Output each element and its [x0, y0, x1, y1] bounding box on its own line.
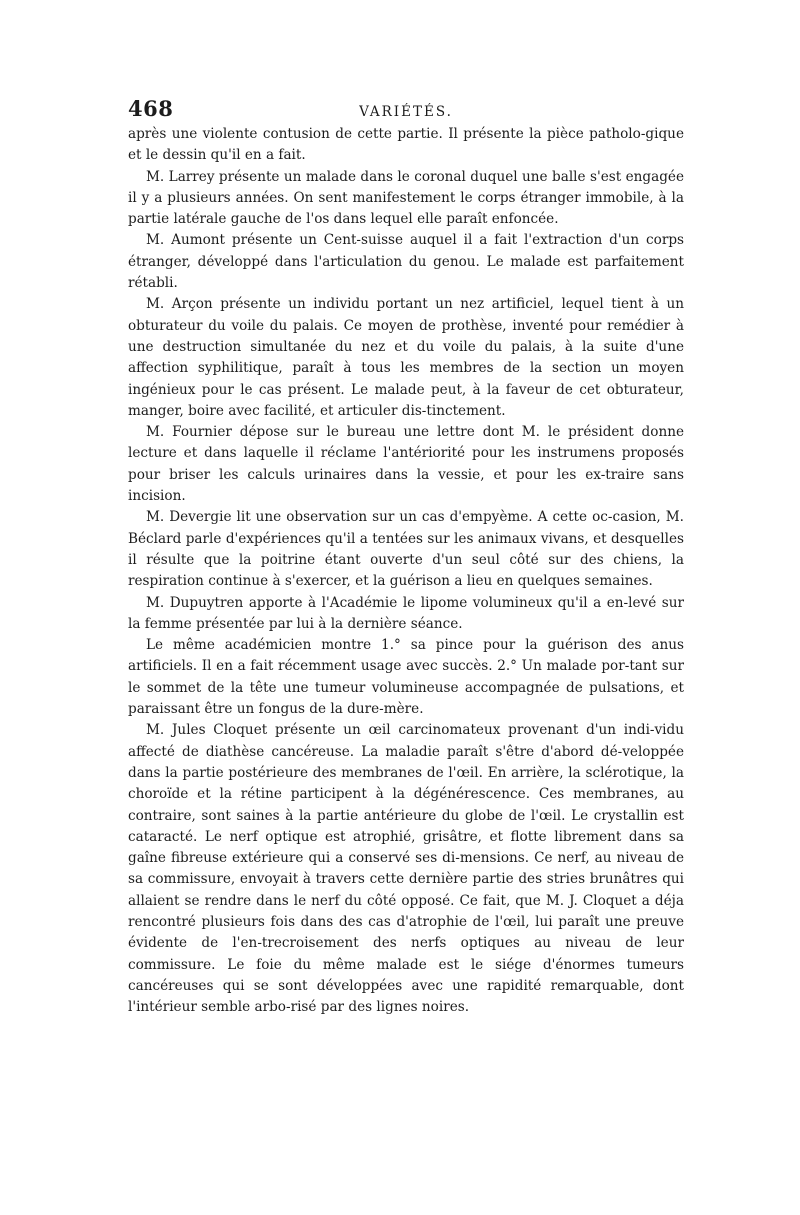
paragraph-devergie: M. Devergie lit une observation sur un cas d'empyème. A cette oc-casion, M. Béclard parle d'expériences qu'il a tentées sur les animaux vivans, et desquelles il résulte que la poitrine étant ouverte d'un seul côté sur des chiens, la respiration continue à s'exercer, et la guérison a lieu en quelques semaines. [128, 509, 684, 590]
paragraph-fournier: M. Fournier dépose sur le bureau une lettre dont M. le président donne lecture et dans laquelle il réclame l'antériorité pour les instrumens proposés pour briser les calculs urinaires dans la vessie, et pour les ex-traire sans incision. [128, 424, 684, 505]
body-text [128, 124, 684, 1018]
paragraph-aumont: M. Aumont présente un Cent-suisse auquel il a fait l'extraction d'un corps étranger, développé dans l'articulation du genou. Le malade est parfaitement rétabli. [128, 232, 684, 292]
page-number: 468 [128, 96, 174, 121]
paragraph-continuation: après une violente contusion de cette partie. Il présente la pièce patholo-gique et le dessin qu'il en a fait. [128, 126, 684, 164]
paragraph-cloquet: M. Jules Cloquet présente un œil carcinomateux provenant d'un indi-vidu affecté de diathèse cancéreuse. La maladie paraît s'être d'abord dé-veloppée dans la partie postérieure des membranes de l'œil. En arrière, la sclérotique, la choroïde et la rétine participent à la dégénérescence. Ces membranes, au contraire, sont saines à la partie antérieure du globe de l'œil. Le crystallin est cataracté. Le nerf optique est atrophié, grisâtre, et flotte librement dans sa gaîne fibreuse extérieure qui a conservé ses di-mensions. Ce nerf, au niveau de sa commissure, envoyait à travers cette dernière partie des stries brunâtres qui allaient se rendre dans le nerf du côté opposé. Ce fait, que M. J. Cloquet a déja rencontré plusieurs fois dans des cas d'atrophie de l'œil, lui paraît une preuve évidente de l'en-trecroisement des nerfs optiques au niveau de leur commissure. Le foie du même malade est le siége d'énormes tumeurs cancéreuses qui se sont développées avec une rapidité remarquable, dont l'intérieur semble arbo-risé par des lignes noires. [128, 722, 684, 1016]
paragraph-arcon: M. Arçon présente un individu portant un nez artificiel, lequel tient à un obturateur du voile du palais. Ce moyen de prothèse, inventé pour remédier à une destruction simultanée du nez et du voile du palais, à la suite d'une affection syphilitique, paraît à tous les membres de la section un moyen ingénieux pour le cas présent. Le malade peut, à la faveur de cet obturateur, manger, boire avec facilité, et articuler dis-tinctement. [128, 296, 684, 419]
paragraph-academicien: Le même académicien montre 1.° sa pince pour la guérison des anus artificiels. Il en a fait récemment usage avec succès. 2.° Un malade por-tant sur le sommet de la tête une tumeur volumineuse accompagnée de pulsations, et paraissant être un fongus de la dure-mère. [128, 637, 684, 718]
paragraph-larrey: M. Larrey présente un malade dans le coronal duquel une balle s'est engagée il y a plusieurs années. On sent manifestement le corps étranger immobile, à la partie latérale gauche de l'os dans lequel elle paraît enfoncée. [128, 168, 684, 228]
paragraph-dupuytren: M. Dupuytren apporte à l'Académie le lipome volumineux qu'il a en-levé sur la femme présentée par lui à la dernière séance. [128, 594, 684, 632]
running-header [128, 96, 684, 122]
running-title: VARIÉTÉS. [359, 104, 453, 120]
book-page [128, 96, 684, 1018]
